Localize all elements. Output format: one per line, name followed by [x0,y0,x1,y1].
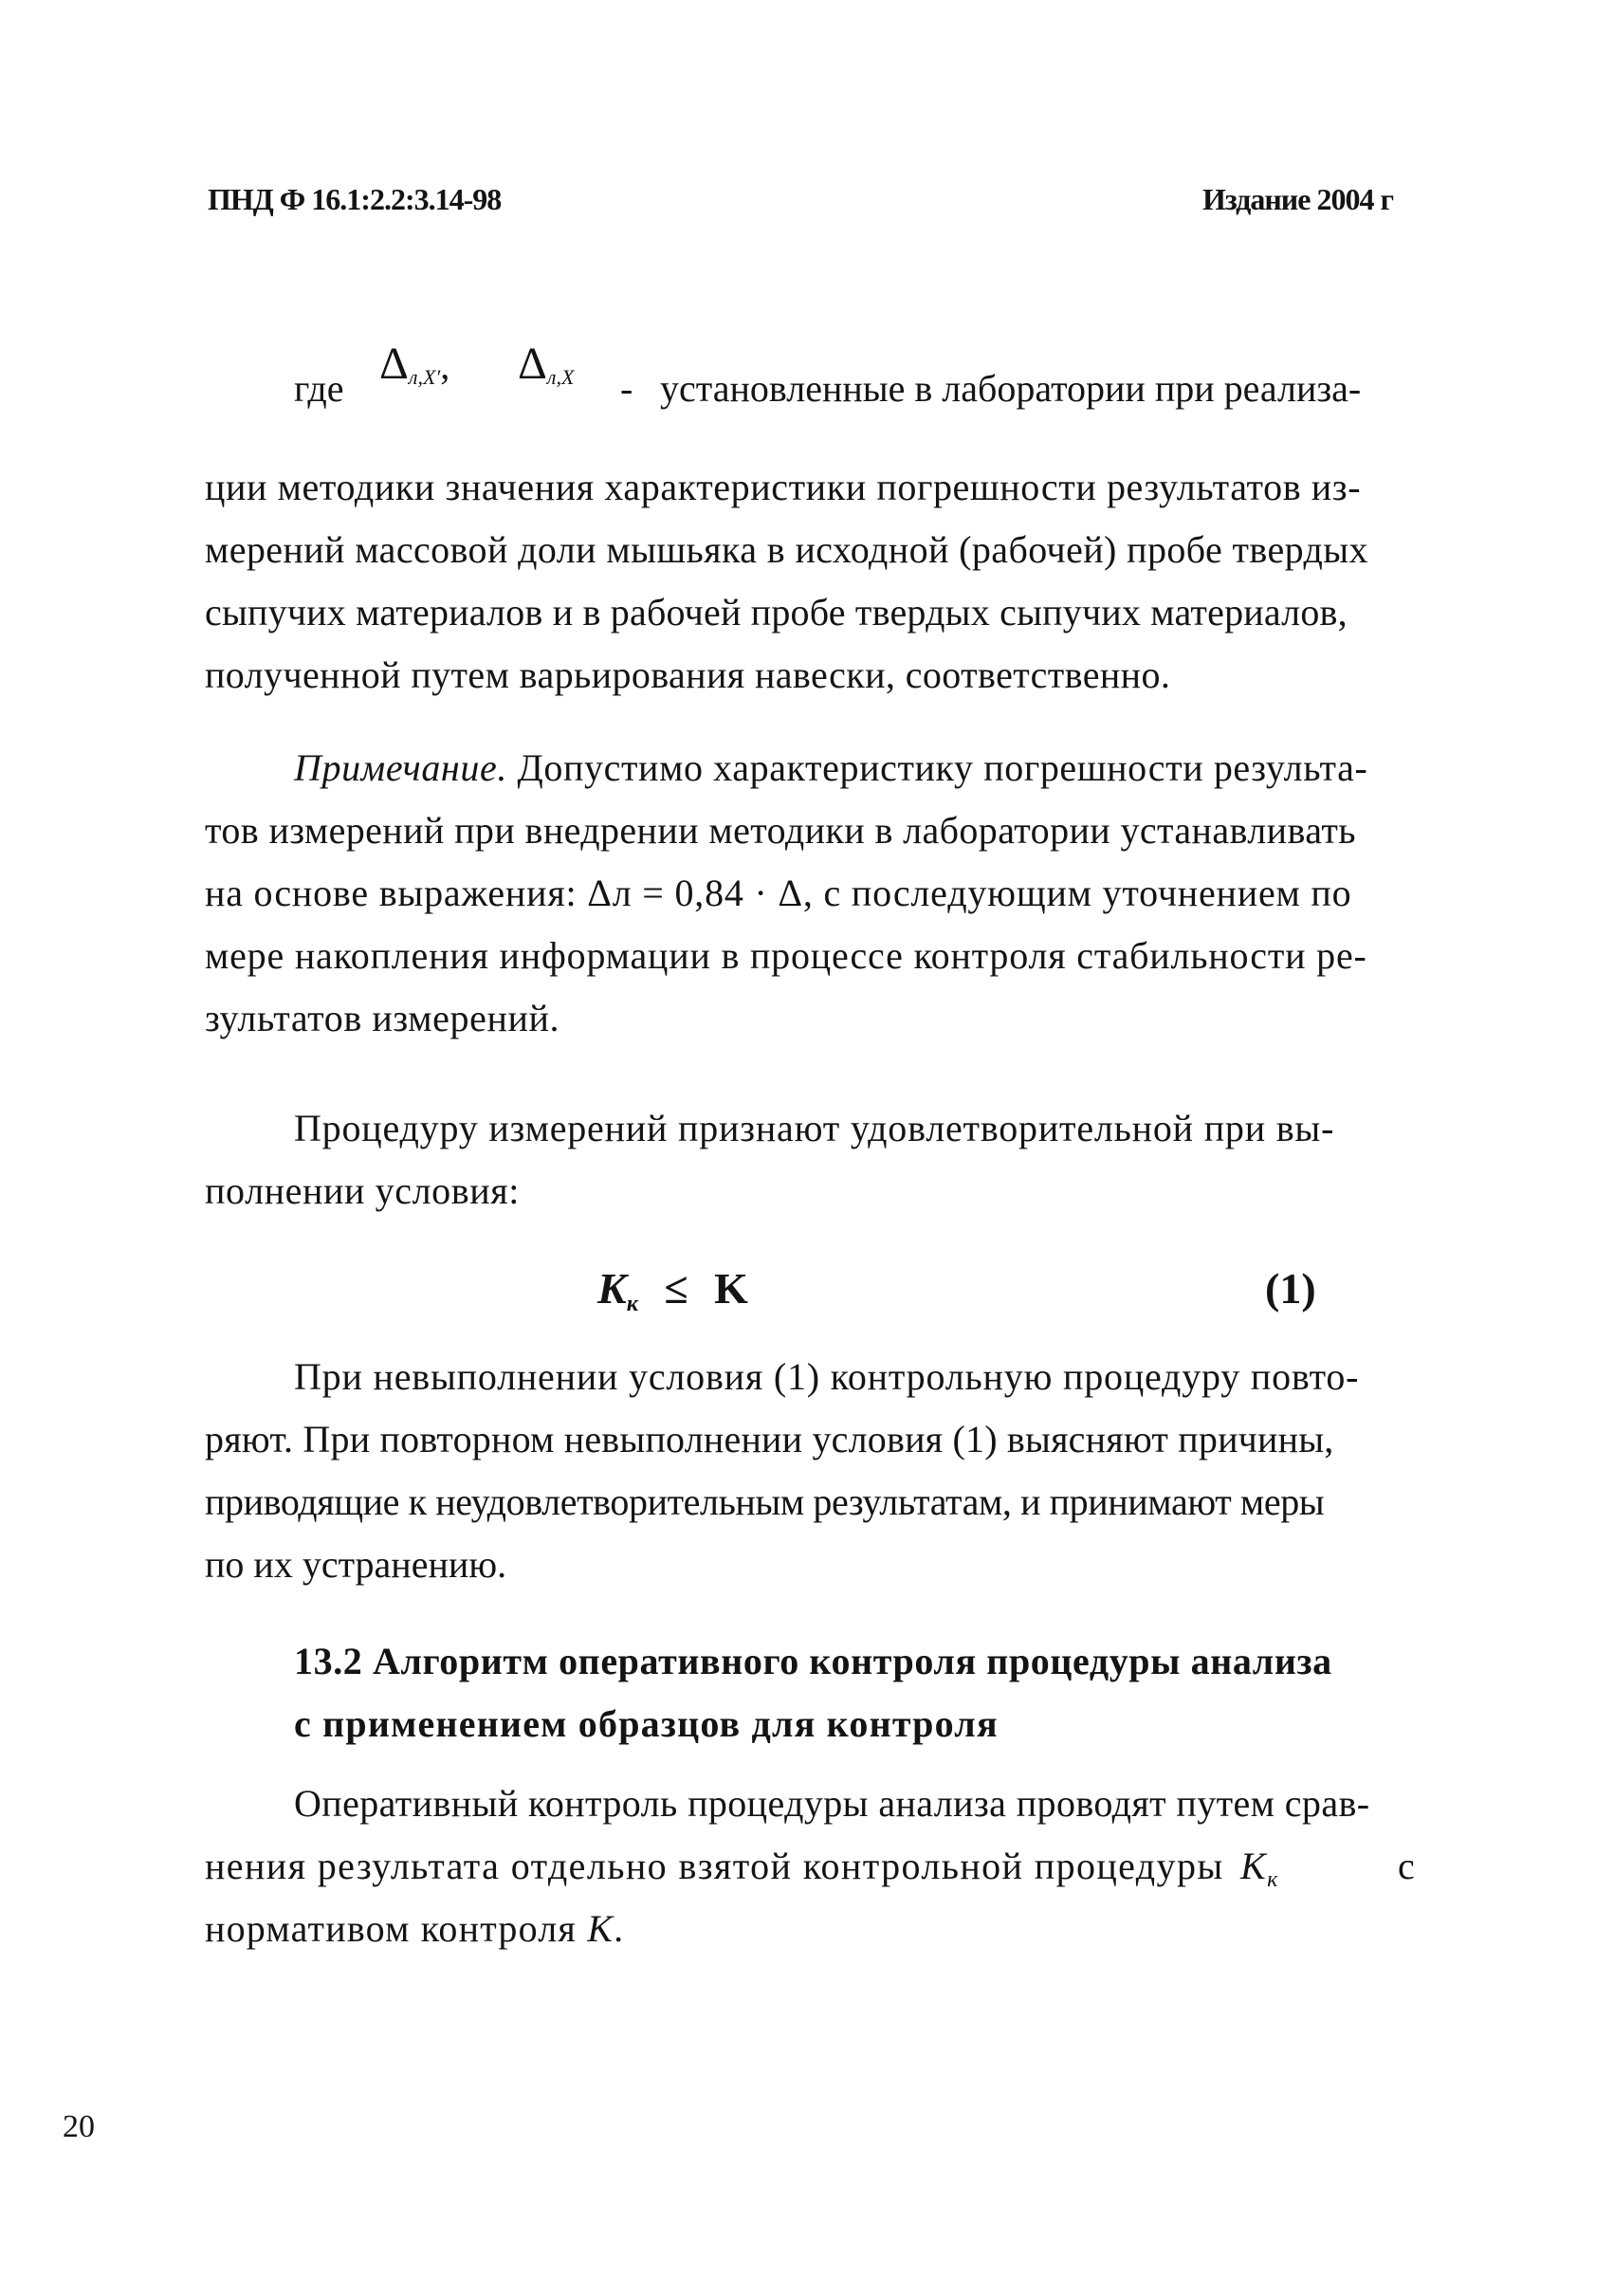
note-line5: зультатов измерений. [205,997,560,1039]
document-code: ПНД Ф 16.1:2.2:3.14-98 [208,182,502,216]
equation-lhs: K [597,1264,627,1313]
note-line1 [294,745,1367,791]
dash: - [620,367,633,410]
equation-rhs: K [714,1264,748,1313]
equation-lhs-subscript: к [626,1292,638,1316]
para4-line2 [205,1844,1417,1895]
para2-line2: полнении условия: [205,1169,520,1212]
delta-symbol-1: Δл,X′, [379,339,450,389]
section-heading-line2: с применением образцов для контроля [294,1702,999,1745]
note-line2: тов измерений при внедрении методики в лаборатории устанавливать [205,809,1356,852]
para3-line2: ряют. При повторном невыполнении условия (1) выясняют причины, [205,1418,1334,1460]
para4-line1: Оперативный контроль процедуры анализа проводят путем срав- [294,1782,1370,1825]
para3-line4: по их устранению. [205,1543,507,1586]
edition-label: Издание 2004 г [1202,182,1393,216]
para1-line2: ции методики значения характеристики погрешности результатов из- [205,466,1362,508]
symbol-k-control: K [1240,1845,1268,1887]
para2-line1: Процедуру измерений признают удовлетворительной при вы- [294,1107,1335,1149]
para4-line2-text: нения результата отдельно взятой контрольной процедуры [205,1845,1224,1887]
para1-line5: полученной путем варьирования навески, соответственно. [205,653,1171,696]
symbol-k-control-subscript: к [1267,1867,1279,1892]
equation-number: (1) [1265,1264,1316,1313]
equation-1 [597,1263,748,1316]
delta-symbol-2: Δл,X [518,339,575,389]
page-number: 20 [63,2109,95,2144]
note-line1-rest: Допустимо характеристику погрешности результа- [517,746,1368,789]
note-label: Примечание. [294,746,507,789]
para3-line1: При невыполнении условия (1) контрольную процедуру повто- [294,1355,1360,1398]
para1-line1-rest: установленные в лаборатории при реализа- [660,367,1362,410]
para4-line3-text: нормативом контроля [205,1907,578,1950]
symbol-k-norm: K [587,1907,614,1950]
para3-line3: приводящие к неудовлетворительным результатам, и принимают меры [205,1480,1325,1523]
where-word: где [294,367,344,410]
section-heading-line1: 13.2 Алгоритм оперативного контроля процедуры анализа [294,1640,1332,1682]
para1-line3: мерений массовой доли мышьяка в исходной (рабочей) пробе твердых [205,528,1368,571]
note-line4: мере накопления информации в процессе контроля стабильности ре- [205,934,1367,977]
note-line3: на основе выражения: Δл = 0,84 · Δ, с последующим уточнением по [205,872,1352,914]
equation-relation: ≤ [664,1264,688,1313]
para1-line1 [294,339,1362,412]
para1-line4: сыпучих материалов и в рабочей пробе твердых сыпучих материалов, [205,591,1348,634]
para4-line2-end: с [1398,1845,1417,1887]
para4-line3: нормативом контроля K. [205,1907,625,1950]
